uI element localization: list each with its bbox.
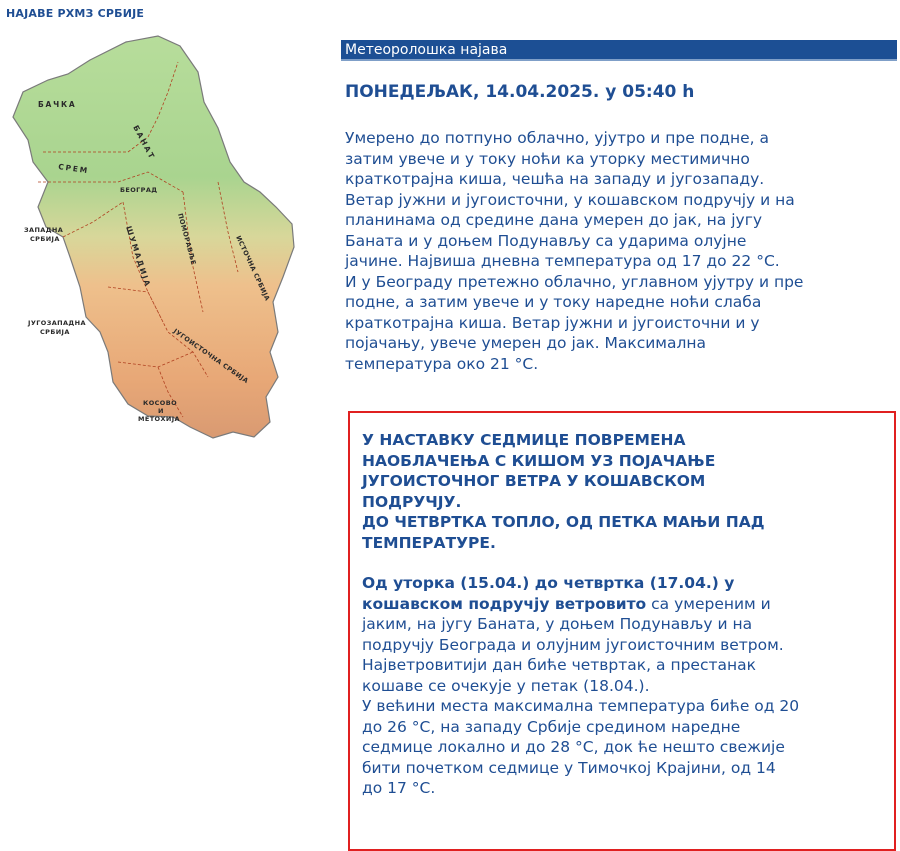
- outlook-body-bold: Од уторка (15.04.) до четвртка (17.04.) у кошавском подручју ветровито: [362, 574, 735, 613]
- map-label-istocna: ИСТОЧНА СРБИЈА: [234, 234, 272, 303]
- forecast-text: Умерено до потпуно облачно, ујутро и пре подне, а затим увече и у току ноћи ка уторку местимично краткотрајна киша, чешћа на западу и југозападу. Ветар јужни и југоисточни, у кошавском подручју и на планинама од средине дана умерен до јак, на југу Баната и у доњем Подунављу са ударима олујне јачине. Највиша дневна температура од 17 до 22 °C. И у Београду претежно облачно, углавном ујутру и пре подне, а затим увече и у току наредне ноћи слаба краткотрајна киша. Ветар јужни и југоисточни и у појачању, увече умерен до јак. Максимална температура око 21 °C.: [345, 129, 804, 373]
- map-label-pomoravlje: ПОМОРАВЉЕ: [176, 212, 198, 266]
- map-label-banat: БАНАТ: [131, 123, 157, 162]
- map-label-jugozapadna-1: ЈУГОЗАПАДНА: [28, 319, 86, 327]
- map-label-sumadija: ШУМАДИЈА: [124, 224, 153, 289]
- map-label-kosovo-2: И: [158, 407, 164, 415]
- forecast-date: ПОНЕДЕЉАК, 14.04.2025. у 05:40 h: [345, 82, 695, 102]
- serbia-region-map[interactable]: [8, 32, 308, 477]
- map-label-jugozapadna-2: СРБИЈА: [40, 328, 70, 336]
- map-label-zapadna-1: ЗАПАДНА: [24, 226, 64, 234]
- outlook-body: [362, 573, 882, 799]
- section-title-bar: Метеоролошка најава: [341, 40, 897, 61]
- map-label-jugoistocna: ЈУГОИСТОЧНА СРБИЈА: [171, 327, 251, 386]
- outlook-body-rest: са умереним и јаким, на југу Баната, у доњем Подунављу и на подручју Београда и олујним југоисточним ветром. Најветровитији дан биће четвртак, а престанак кошаве се очекује у петак (18.04.). У већини места максимална температура биће од 20 до 26 °C, на западу Србије средином наредне седмице локално и до 28 °C, док ће нешто свежије бити почетком седмице у Тимочкој Крајини, од 14 до 17 °C.: [362, 594, 800, 797]
- map-label-beograd: БЕОГРАД: [120, 186, 158, 194]
- weekly-outlook-box: [348, 411, 896, 851]
- najave-link[interactable]: НАЈАВЕ РХМЗ СРБИЈЕ: [6, 7, 145, 20]
- outlook-title: У НАСТАВКУ СЕДМИЦЕ ПОВРЕМЕНА НАОБЛАЧЕЊА С КИШОМ УЗ ПОЈАЧАЊЕ ЈУГОИСТОЧНОГ ВЕТРА У КОШАВСКОМ ПОДРУЧЈУ. ДО ЧЕТВРТКА ТОПЛО, ОД ПЕТКА МАЊИ ПАД ТЕМПЕРАТУРЕ.: [362, 431, 765, 552]
- map-label-kosovo-3: МЕТОХИЈА: [138, 415, 180, 423]
- map-label-zapadna-2: СРБИЈА: [30, 235, 60, 243]
- map-label-srem: СРЕМ: [57, 162, 90, 176]
- map-label-backa: БАЧКА: [38, 100, 77, 109]
- map-label-kosovo-1: КОСОВО: [143, 399, 178, 407]
